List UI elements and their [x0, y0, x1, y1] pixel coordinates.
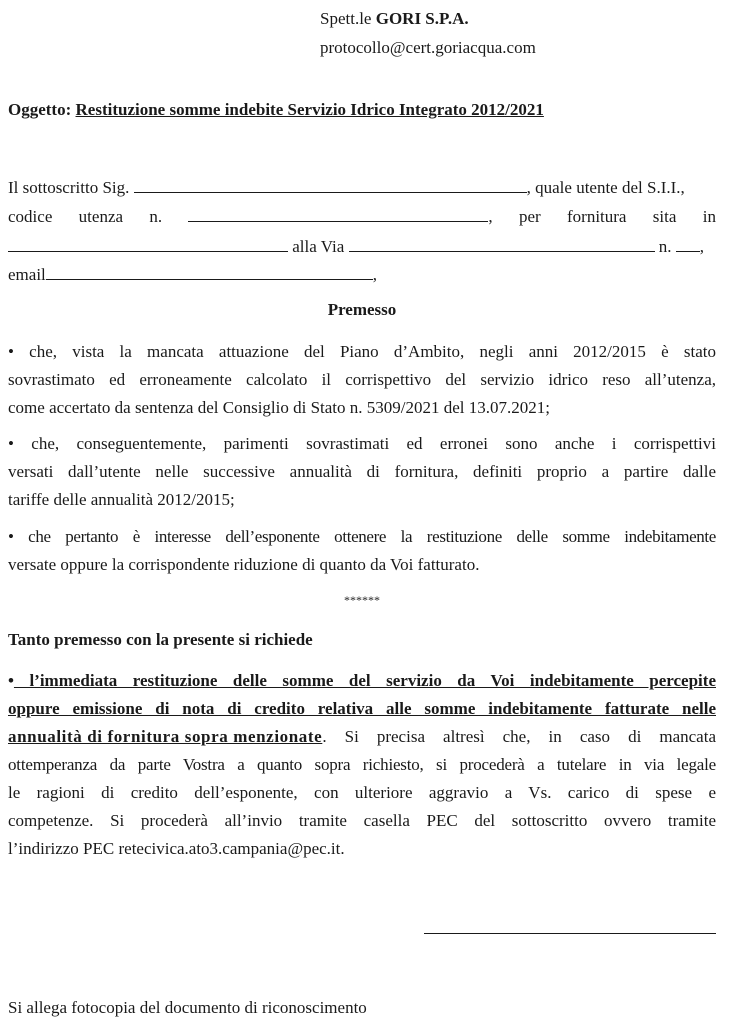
email-label: email — [8, 265, 46, 284]
premesso-bullet-3-line-2: versate oppure la corrispondente riduzione di quanto da Voi fatturato. — [8, 555, 480, 574]
email-blank-field[interactable] — [46, 264, 373, 280]
premesso-bullet-3-line-1: • che pertanto è interesse dell’esponente ottenere la restituzione delle somme indebitamente — [8, 527, 716, 546]
supply-word: per — [518, 207, 541, 226]
code-word: codice — [8, 207, 53, 226]
request-line-7: l’indirizzo PEC retecivica.ato3.campania@pec.it. — [8, 839, 345, 858]
code-blank-field[interactable] — [188, 206, 488, 222]
form-line-address: alla Via n. , — [8, 236, 716, 257]
premesso-bullet-2-line-2: versati dall’utente nelle successive annualità di fornitura, definiti proprio a partire dalle — [8, 462, 716, 481]
request-bold-text-1: l’immediata restituzione delle somme del servizio da Voi indebitamente percepite — [13, 671, 716, 690]
street-blank-field[interactable] — [349, 236, 655, 252]
code-word: utenza — [78, 207, 124, 226]
premesso-bullet-2-line-1: • che, conseguentemente, parimenti sovrastimati ed erronei sono anche i corrispettivi — [8, 434, 716, 453]
request-heading: Tanto premesso con la presente si richiede — [8, 630, 313, 649]
supply-word: fornitura — [567, 207, 627, 226]
request-line-3 — [8, 727, 716, 747]
premesso-heading: Premesso — [327, 300, 397, 319]
premesso-bullet-1-line-1: • che, vista la mancata attuazione del Piano d’Ambito, negli anni 2012/2015 è stato — [8, 342, 716, 361]
premesso-bullet-1-line-2: sovrastimato ed erroneamente calcolato il corrispettivo del servizio idrico reso all’utenza, — [8, 370, 716, 389]
request-bold-text-3: annualità di fornitura sopra menzionate — [8, 727, 323, 746]
recipient-salutation: Spett.le — [320, 9, 372, 28]
request-bullet: • — [8, 671, 14, 690]
request-line-1 — [8, 671, 716, 691]
recipient-company: GORI S.P.A. — [375, 9, 469, 28]
code-word: n. — [149, 207, 163, 226]
city-blank-field[interactable] — [8, 236, 288, 252]
name-label: Il sottoscritto Sig. — [8, 178, 130, 197]
attachment-note: Si allega fotocopia del documento di riconoscimento — [8, 998, 367, 1017]
request-line-5: le ragioni di credito dell’esponente, con ulteriore aggravio a Vs. carico di spese e — [8, 783, 716, 802]
form-line-email: email , — [8, 265, 378, 284]
form-line-name — [8, 177, 716, 198]
request-line-4: ottemperanza da parte Vostra a quanto sopra richiesto, si procederà a tutelare in via legale — [8, 755, 716, 774]
number-blank-field[interactable] — [676, 236, 700, 252]
section-separator: ****** — [344, 593, 380, 607]
name-blank-field[interactable] — [134, 177, 527, 193]
recipient-email: protocollo@cert.goriacqua.com — [320, 38, 536, 57]
premesso-bullet-1-line-3: come accertato da sentenza del Consiglio di Stato n. 5309/2021 del 13.07.2021; — [8, 398, 550, 417]
recipient-block — [320, 4, 536, 62]
request-line-6: competenze. Si procederà all’invio tramite casella PEC del sottoscritto ovvero tramite — [8, 811, 716, 830]
supply-word: in — [702, 207, 716, 226]
signature-line[interactable] — [424, 933, 716, 934]
subject-label: Oggetto: — [8, 100, 72, 119]
recipient-name-line — [320, 4, 536, 33]
subject-line — [8, 100, 544, 120]
request-line-2: oppure emissione di nota di credito relativa alle somme indebitamente fatturate nelle — [8, 699, 716, 718]
street-label: alla Via — [292, 237, 345, 256]
supply-word: sita — [652, 207, 677, 226]
form-line-code: codice utenza n. , per fornitura sita in — [8, 207, 716, 226]
subject-text: Restituzione somme indebite Servizio Idrico Integrato 2012/2021 — [75, 100, 544, 119]
request-line-3-rest: . Si precisa altresì che, in caso di mancata — [322, 727, 716, 746]
name-suffix: , quale utente del S.I.I., — [526, 178, 685, 197]
number-label: n. — [658, 237, 672, 256]
premesso-bullet-2-line-3: tariffe delle annualità 2012/2015; — [8, 490, 235, 509]
